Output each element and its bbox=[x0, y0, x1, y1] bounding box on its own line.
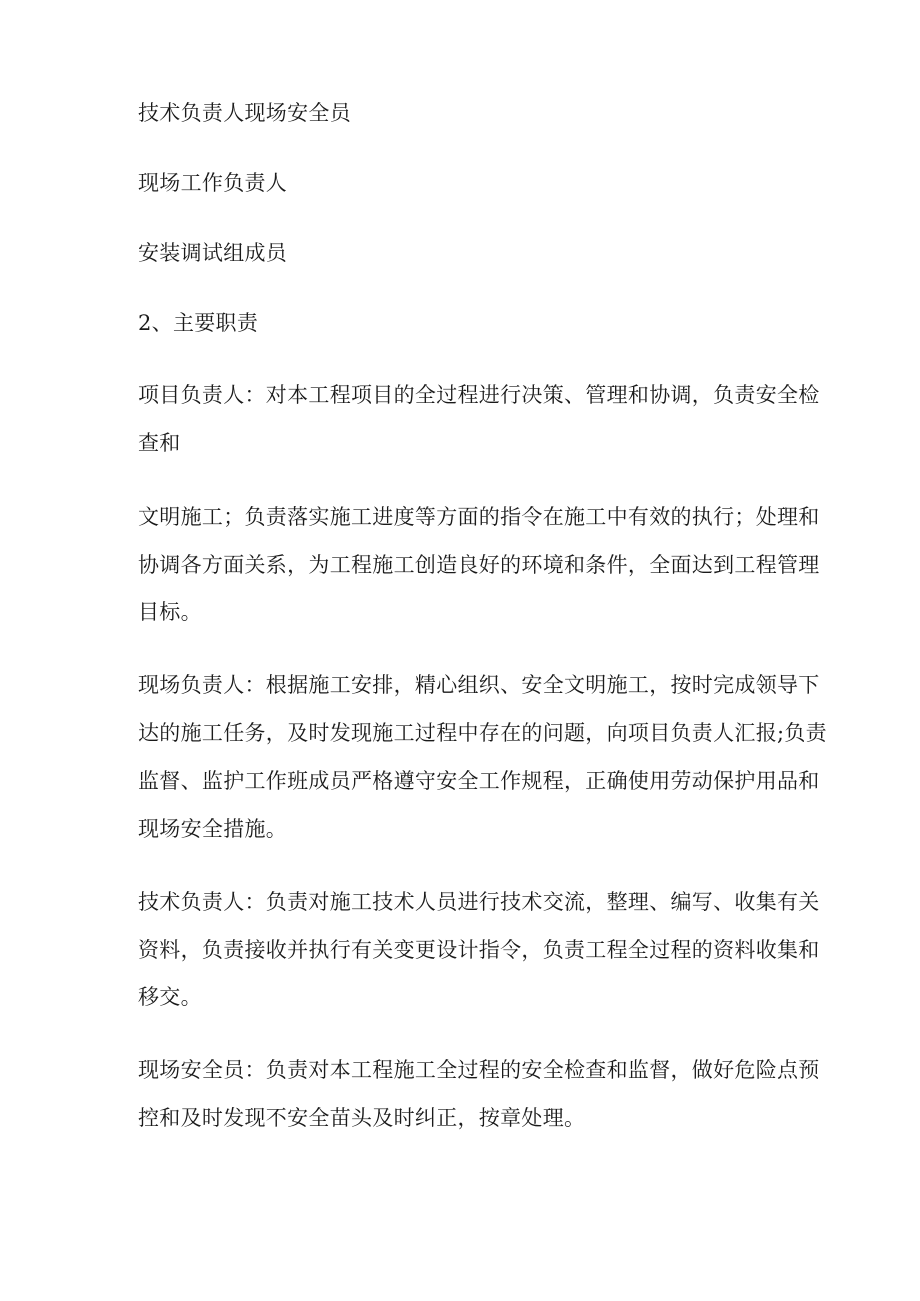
paragraph-safety-officer-line-1: 现场安全员：负责对本工程施工全过程的安全检查和监督，做好危险点预 bbox=[138, 1058, 820, 1082]
text-line-role-list-2: 现场工作负责人 bbox=[138, 171, 288, 195]
paragraph-site-lead-line-4: 现场安全措施。 bbox=[138, 817, 288, 841]
text-line-role-list-3: 安装调试组成员 bbox=[138, 241, 288, 265]
paragraph-safety-officer-line-2: 控和及时发现不安全苗头及时纠正，按章处理。 bbox=[138, 1106, 586, 1130]
text-line-role-list-1: 技术负责人现场安全员 bbox=[138, 101, 351, 125]
paragraph-site-lead-line-2: 达的施工任务，及时发现施工过程中存在的问题，向项目负责人汇报;负责 bbox=[138, 721, 827, 745]
paragraph-project-lead-line-5: 目标。 bbox=[138, 600, 202, 624]
paragraph-project-lead-line-1: 项目负责人：对本工程项目的全过程进行决策、管理和协调，负责安全检 bbox=[138, 383, 820, 407]
paragraph-project-lead-line-3: 文明施工；负责落实施工进度等方面的指令在施工中有效的执行；处理和 bbox=[138, 505, 820, 529]
paragraph-project-lead-line-2: 查和 bbox=[138, 431, 181, 455]
section-heading: 2、主要职责 bbox=[138, 311, 259, 335]
paragraph-tech-lead-line-3: 移交。 bbox=[138, 985, 202, 1009]
paragraph-project-lead-line-4: 协调各方面关系，为工程施工创造良好的环境和条件，全面达到工程管理 bbox=[138, 553, 820, 577]
paragraph-tech-lead-line-1: 技术负责人：负责对施工技术人员进行技术交流，整理、编写、收集有关 bbox=[138, 890, 820, 914]
paragraph-site-lead-line-1: 现场负责人：根据施工安排，精心组织、安全文明施工，按时完成领导下 bbox=[138, 673, 820, 697]
paragraph-site-lead-line-3: 监督、监护工作班成员严格遵守安全工作规程，正确使用劳动保护用品和 bbox=[138, 769, 820, 793]
paragraph-tech-lead-line-2: 资料，负责接收并执行有关变更设计指令，负责工程全过程的资料收集和 bbox=[138, 938, 820, 962]
